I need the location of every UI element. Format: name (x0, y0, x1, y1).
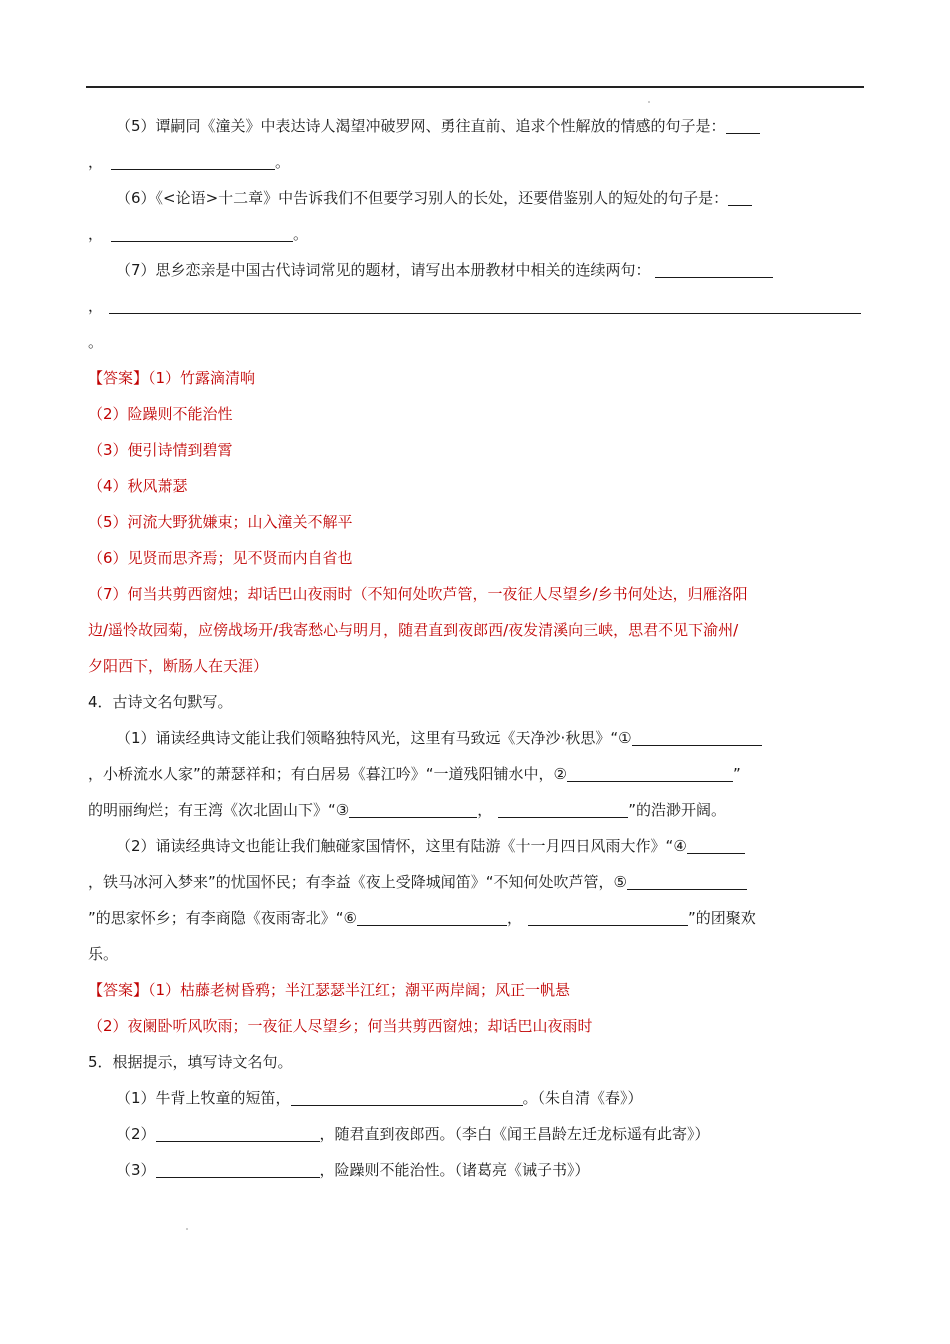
q5-title: 5．根据提示，填写诗文名句。 (88, 1053, 293, 1071)
worksheet (88, 108, 860, 1188)
q3-item-6-cont: ， 。 (88, 225, 309, 243)
answer-blank[interactable] (349, 799, 477, 818)
q3-answer-6: （6）见贤而思齐焉；见不贤而内自省也 (88, 549, 353, 567)
answer-blank[interactable] (498, 799, 628, 818)
q3-answer-3: （3）便引诗情到碧霄 (88, 441, 233, 459)
scan-dot (186, 1228, 188, 1230)
q3-answer-1: 【答案】（1）竹露滴清响 (88, 369, 256, 387)
answer-blank[interactable] (111, 223, 293, 242)
q3-item-5: （5）谭嗣同《潼关》中表达诗人渴望冲破罗网、勇往直前、追求个性解放的情感的句子是： (88, 108, 860, 144)
answer-blank[interactable] (726, 115, 760, 134)
answer-blank[interactable] (291, 1087, 523, 1106)
answer-blank[interactable] (357, 907, 507, 926)
q3-item-7: （7）思乡恋亲是中国古代诗词常见的题材，请写出本册教材中相关的连续两句： (88, 252, 860, 288)
q4-title: 4．古诗文名句默写。 (88, 693, 233, 711)
q3-answer-7-line1: （7）何当共剪西窗烛；却话巴山夜雨时（不知何处吹芦管，一夜征人尽望乡/乡书何处达，归雁洛阳 (88, 585, 748, 603)
scan-dot (648, 101, 650, 103)
q4-answer-1: 【答案】（1）枯藤老树昏鸦；半江瑟瑟半江红；潮平两岸阔；风正一帆悬 (88, 981, 571, 999)
q4-part2-line3: ”的思家怀乡；有李商隐《夜雨寄北》“⑥ ， ”的团聚欢 (88, 909, 756, 927)
q4-part2-line2: ，铁马冰河入梦来”的忧国怀民；有李益《夜上受降城闻笛》“不知何处吹芦管，⑤ (88, 864, 860, 900)
answer-blank[interactable] (728, 187, 752, 206)
header-rule (86, 86, 864, 88)
answer-blank[interactable] (156, 1123, 320, 1142)
q4-part1-line1: （1）诵读经典诗文能让我们领略独特风光，这里有马致远《天净沙·秋思》“① (88, 720, 860, 756)
answer-blank[interactable] (528, 907, 688, 926)
q3-answer-4: （4）秋风萧瑟 (88, 477, 188, 495)
answer-blank[interactable] (632, 727, 762, 746)
q5-item-3: （3） ，险躁则不能治性。（诸葛亮《诫子书》） (116, 1161, 590, 1179)
answer-blank[interactable] (655, 259, 773, 278)
answer-blank[interactable] (687, 835, 745, 854)
q3-answer-7-line3: 夕阳西下，断肠人在天涯） (88, 657, 269, 675)
q3-item-6: （6）《<论语>十二章》中告诉我们不但要学习别人的长处，还要借鉴别人的短处的句子是： (88, 180, 860, 216)
q3-answer-7-line2: 边/遥怜故园菊，应傍战场开/我寄愁心与明月，随君直到夜郎西/夜发清溪向三峡，思君不见下渝州/ (88, 621, 739, 639)
q4-part2-line4: 乐。 (88, 945, 119, 963)
q4-part2-line1: （2）诵读经典诗文也能让我们触碰家国情怀，这里有陆游《十一月四日风雨大作》“④ (88, 828, 860, 864)
q3-item-5-cont: ， 。 (88, 153, 291, 171)
answer-blank[interactable] (109, 295, 861, 314)
answer-blank[interactable] (567, 763, 733, 782)
q4-part1-line2: ，小桥流水人家”的萧瑟祥和；有白居易《暮江吟》“一道残阳铺水中，② ” (88, 765, 741, 783)
answer-blank[interactable] (156, 1159, 320, 1178)
q3-answer-2: （2）险躁则不能治性 (88, 405, 233, 423)
q3-item-7-cont: ， (88, 288, 860, 324)
q5-item-1: （1）牛背上牧童的短笛， 。（朱自清《春》） (116, 1089, 643, 1107)
q3-item-7-end: 。 (88, 333, 104, 351)
answer-blank[interactable] (111, 151, 275, 170)
q4-part1-line3: 的明丽绚烂；有王湾《次北固山下》“③ ， ”的浩渺开阔。 (88, 801, 727, 819)
q4-answer-2: （2）夜阑卧听风吹雨；一夜征人尽望乡；何当共剪西窗烛；却话巴山夜雨时 (88, 1017, 593, 1035)
q5-item-2: （2） ，随君直到夜郎西。（李白《闻王昌龄左迁龙标遥有此寄》） (116, 1125, 710, 1143)
answer-blank[interactable] (627, 871, 747, 890)
q3-answer-5: （5）河流大野犹嫌束；山入潼关不解平 (88, 513, 353, 531)
